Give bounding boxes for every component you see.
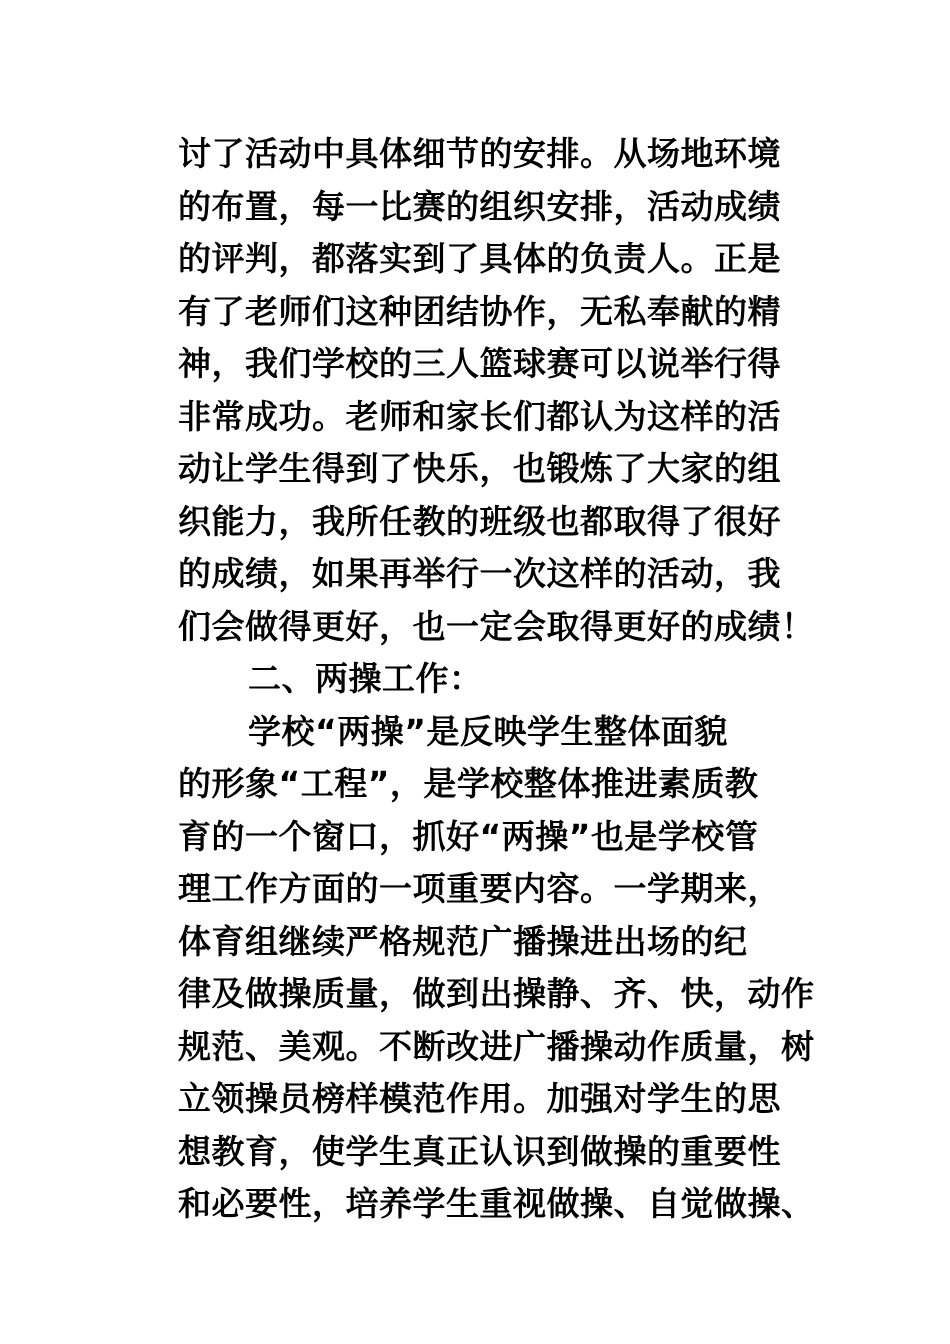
text-line: 讨了活动中具体细节的安排。从场地环境 bbox=[178, 134, 781, 173]
text-line: 的形象“工程”，是学校整体推进素质教 bbox=[178, 764, 759, 803]
text-line: 律及做操质量，做到出操静、齐、快，动作 bbox=[178, 974, 815, 1013]
text-line: 们会做得更好，也一定会取得更好的成绩！ bbox=[178, 606, 815, 646]
text-line: 神，我们学校的三人篮球赛可以说举行得 bbox=[178, 344, 781, 383]
text-line: 立领操员榜样模范作用。加强对学生的思 bbox=[178, 1079, 781, 1118]
text-line: 育的一个窗口，抓好“两操”也是学校管 bbox=[178, 816, 759, 856]
text-line: 的布置，每一比赛的组织安排，活动成绩 bbox=[178, 186, 781, 226]
text-line: 规范、美观。不断改进广播操动作质量，树 bbox=[178, 1026, 815, 1066]
section-heading: 二、两操工作： bbox=[248, 659, 483, 698]
text-line: 非常成功。老师和家长们都认为这样的活 bbox=[178, 396, 781, 436]
text-line: 有了老师们这种团结协作，无私奉献的精 bbox=[178, 291, 781, 331]
paragraph-start-line: 学校“两操”是反映学生整体面貌 bbox=[248, 711, 728, 751]
text-line: 体育组继续严格规范广播操进出场的纪 bbox=[178, 921, 748, 961]
text-line: 的成绩，如果再举行一次这样的活动，我 bbox=[178, 554, 781, 593]
text-line: 动让学生得到了快乐，也锻炼了大家的组 bbox=[178, 449, 781, 488]
text-line: 的评判，都落实到了具体的负责人。正是 bbox=[178, 239, 781, 278]
text-line: 织能力，我所任教的班级也都取得了很好 bbox=[178, 501, 781, 541]
text-line: 理工作方面的一项重要内容。一学期来， bbox=[178, 869, 781, 908]
text-line: 和必要性，培养学生重视做操、自觉做操、 bbox=[178, 1184, 815, 1223]
body-text bbox=[178, 128, 818, 1231]
text-line: 想教育，使学生真正认识到做操的重要性 bbox=[178, 1131, 781, 1171]
